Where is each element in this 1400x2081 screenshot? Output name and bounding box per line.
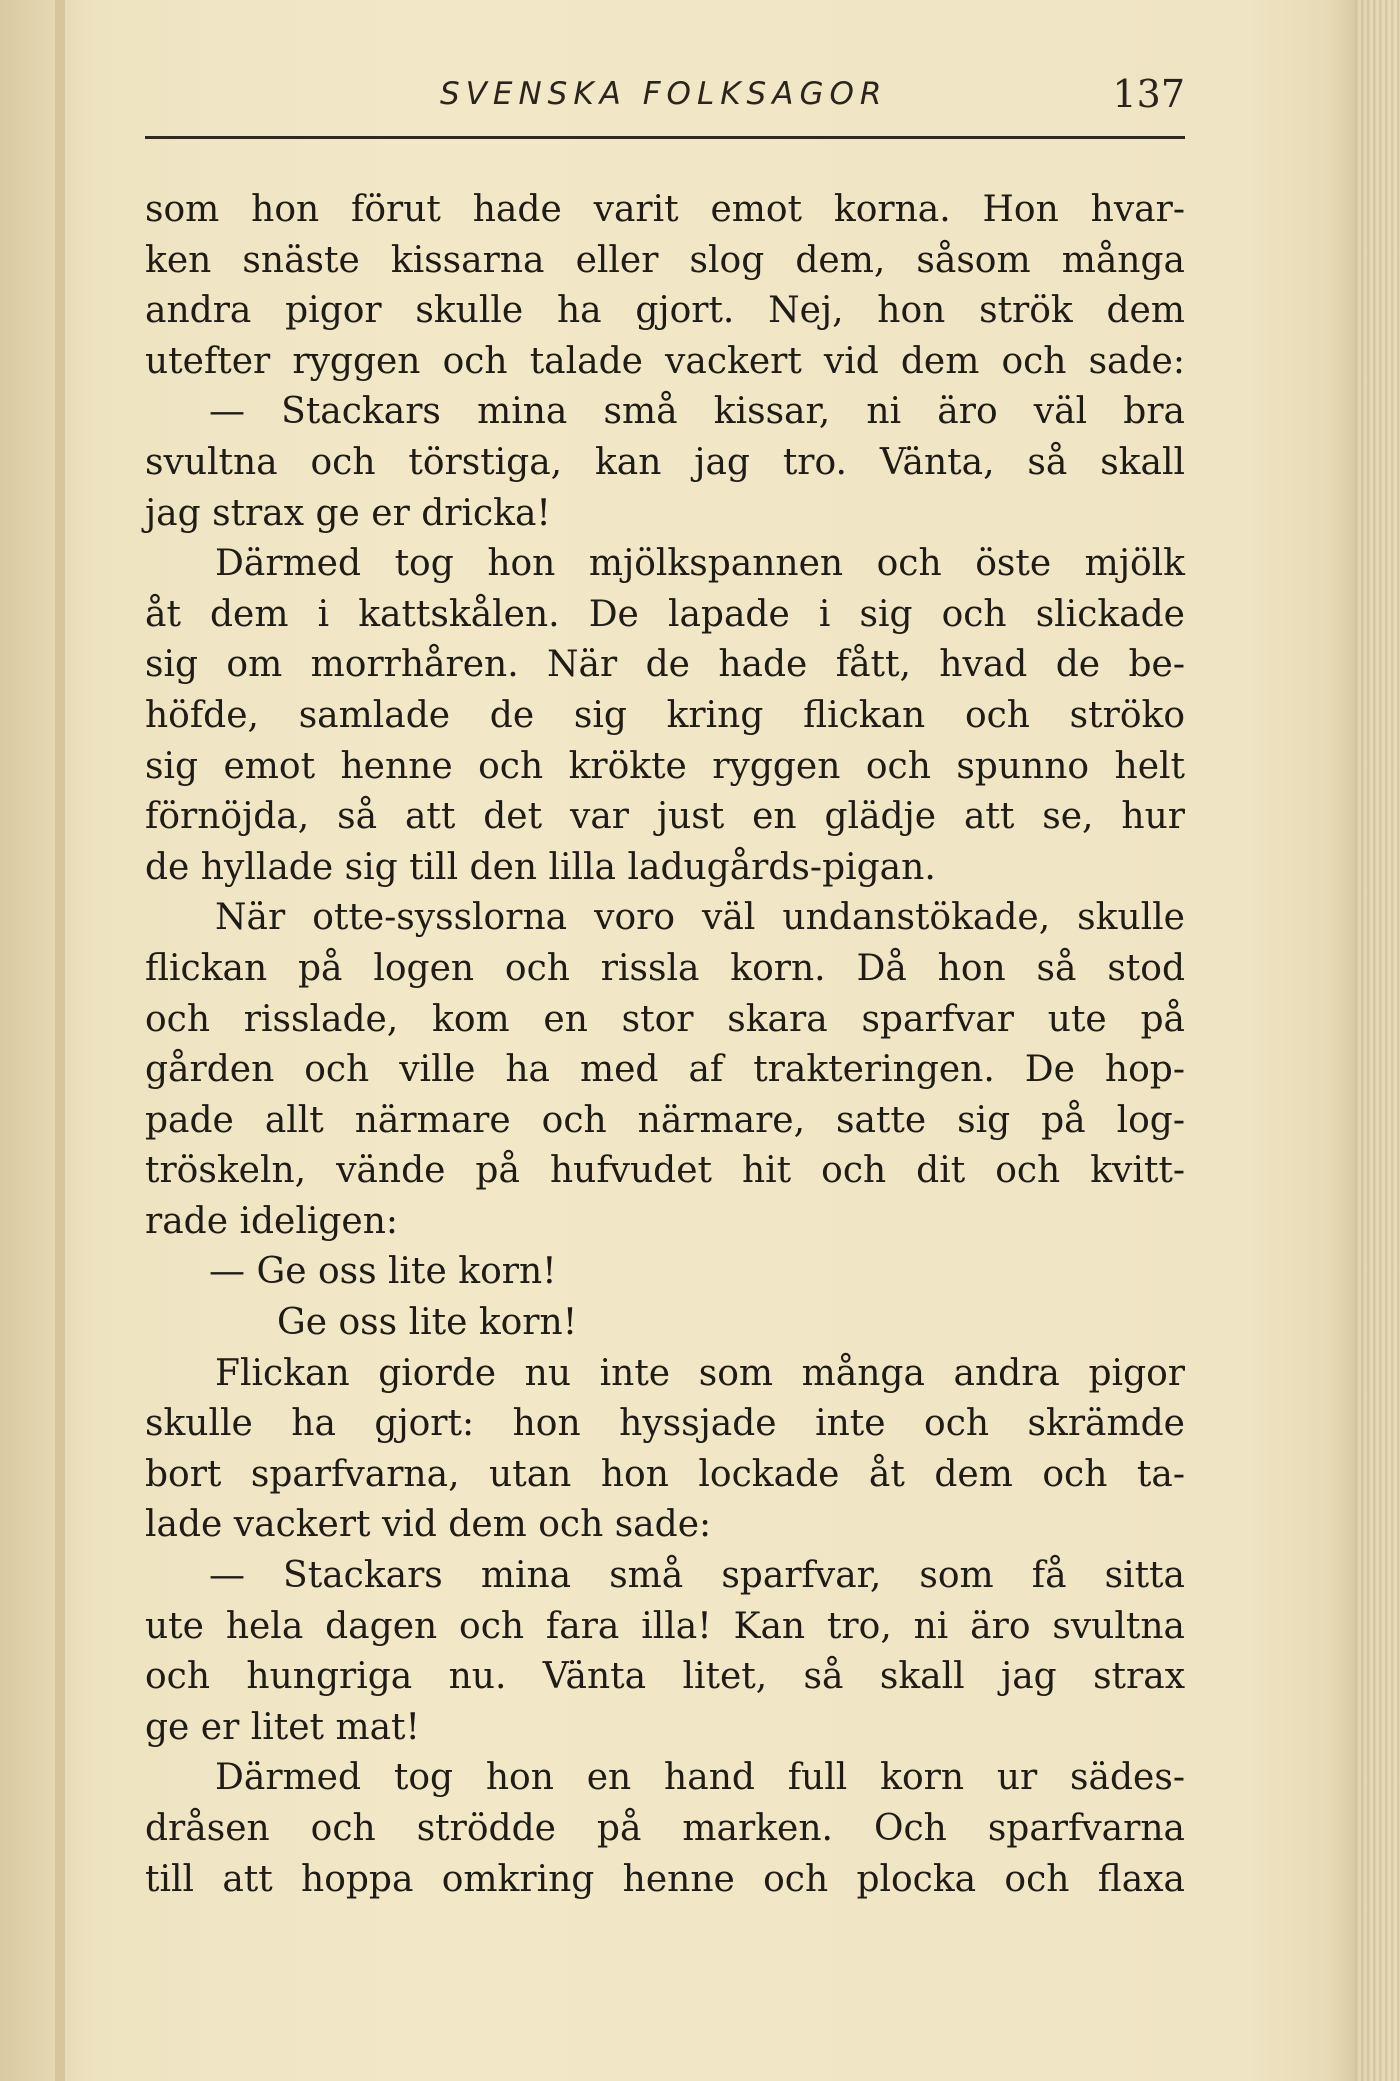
text-line-14: de hyllade sig till den lilla ladugårds-pigan.	[145, 846, 936, 888]
text-line-7: jag strax ge er dricka!	[145, 492, 551, 534]
running-title: SVENSKA FOLKSAGOR	[440, 76, 888, 112]
text-line-29: ute hela dagen och fara illa! Kan tro, ni äro svultna	[145, 1605, 1185, 1647]
text-line-4: utefter ryggen och talade vackert vid dem och sade:	[145, 340, 1185, 382]
text-line-28: — Stackars mina små sparfvar, som få sitta	[209, 1555, 1185, 1597]
text-line-8: Därmed tog hon mjölkspannen och öste mjölk	[215, 543, 1185, 585]
text-line-16: flickan på logen och rissla korn. Då hon så stod	[145, 947, 1185, 989]
text-line-23: Ge oss lite korn!	[277, 1302, 578, 1344]
text-line-15: När otte-sysslorna voro väl undanstökade, skulle	[215, 897, 1185, 939]
text-line-30: och hungriga nu. Vänta litet, så skall jag strax	[145, 1656, 1185, 1698]
text-line-5: — Stackars mina små kissar, ni äro väl bra	[209, 391, 1185, 433]
header-rule	[145, 136, 1185, 139]
text-line-2: ken snäste kissarna eller slog dem, såsom många	[145, 239, 1185, 281]
text-line-13: förnöjda, så att det var just en glädje att se, hur	[145, 796, 1185, 838]
text-line-24: Flickan giorde nu inte som många andra pigor	[215, 1352, 1185, 1394]
text-line-3: andra pigor skulle ha gjort. Nej, hon strök dem	[145, 290, 1185, 332]
text-line-21: rade ideligen:	[145, 1200, 399, 1242]
text-line-32: Därmed tog hon en hand full korn ur sädes-	[215, 1757, 1185, 1799]
text-line-34: till att hoppa omkring henne och plocka och flaxa	[145, 1858, 1185, 1900]
text-line-31: ge er litet mat!	[145, 1706, 420, 1748]
text-line-27: lade vackert vid dem och sade:	[145, 1504, 712, 1546]
text-line-9: åt dem i kattskålen. De lapade i sig och slickade	[145, 593, 1185, 635]
page-edge	[1355, 0, 1400, 2081]
text-line-17: och risslade, kom en stor skara sparfvar ute på	[145, 998, 1185, 1040]
text-line-11: höfde, samlade de sig kring flickan och ströko	[145, 694, 1185, 736]
text-line-22: — Ge oss lite korn!	[209, 1251, 557, 1293]
text-line-18: gården och ville ha med af trakteringen. De hop-	[145, 1049, 1185, 1091]
text-line-33: dråsen och strödde på marken. Och sparfvarna	[145, 1808, 1185, 1849]
text-line-25: skulle ha gjort: hon hyssjade inte och skrämde	[145, 1403, 1185, 1445]
page-header	[145, 72, 1185, 126]
text-line-6: svultna och törstiga, kan jag tro. Vänta, så skall	[145, 441, 1185, 483]
text-line-12: sig emot henne och krökte ryggen och spunno helt	[145, 745, 1185, 787]
text-line-26: bort sparfvarna, utan hon lockade åt dem och ta-	[145, 1453, 1185, 1495]
binding-shadow	[55, 0, 65, 2081]
text-line-1: som hon förut hade varit emot korna. Hon hvar-	[145, 189, 1185, 230]
text-line-20: tröskeln, vände på hufvudet hit och dit och kvitt-	[145, 1150, 1185, 1192]
body-text	[145, 185, 1185, 1905]
text-line-19: pade allt närmare och närmare, satte sig på log-	[145, 1099, 1185, 1141]
text-line-10: sig om morrhåren. När de hade fått, hvad de be-	[145, 644, 1185, 686]
page-number: 137	[1112, 72, 1185, 116]
